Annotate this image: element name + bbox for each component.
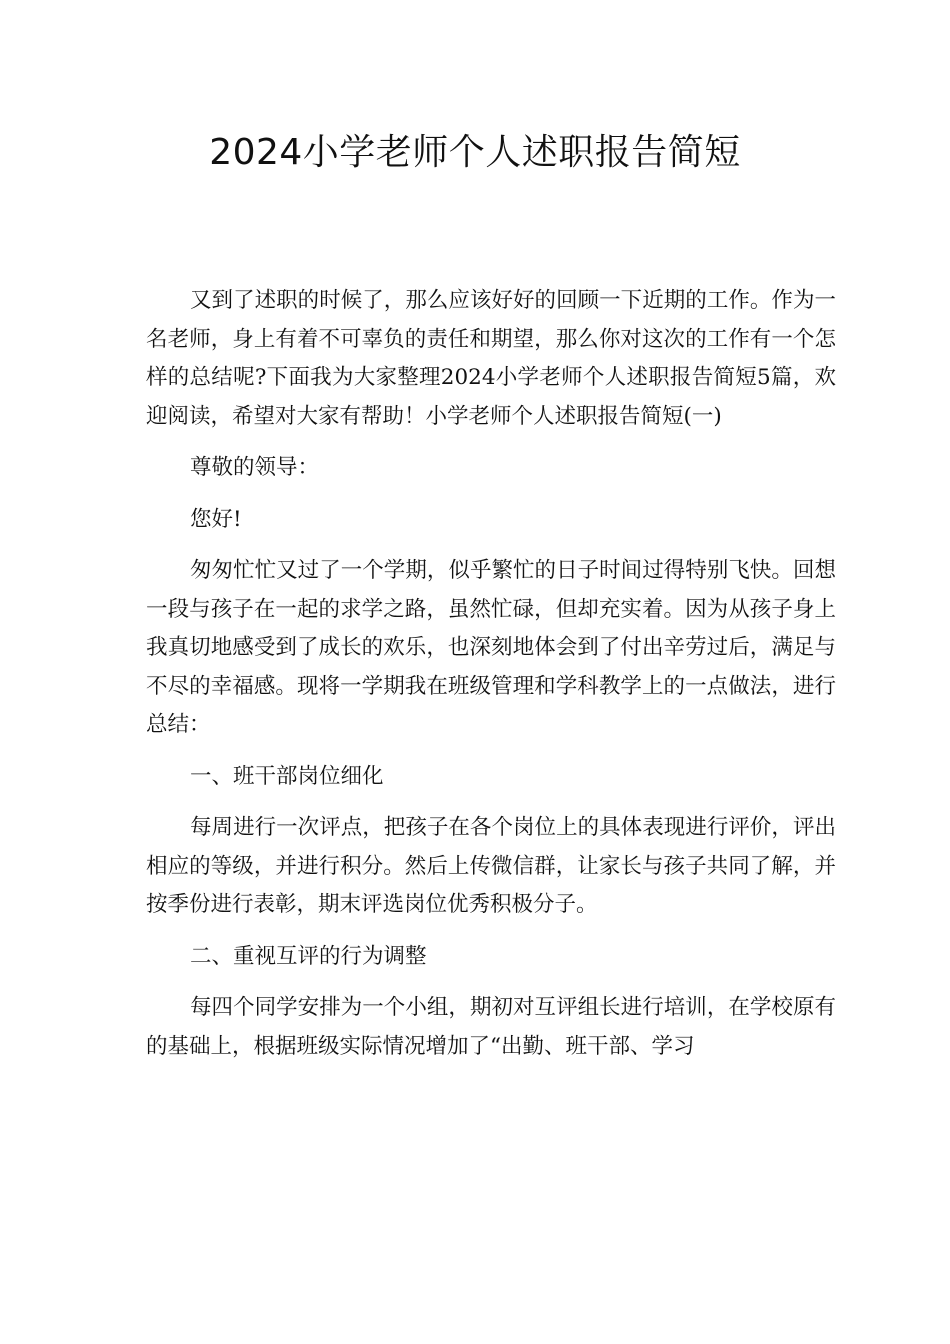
paragraph-salutation: 尊敬的领导： [190,455,320,480]
paragraph-section-2: 每四个同学安排为一个小组，期初对互评组长进行培训，在学校原有的基础上，根据班级实际情况增加了“出勤、班干部、学习 [146,995,836,1059]
paragraph-intro: 又到了述职的时候了，那么应该好好的回顾一下近期的工作。作为一名老师，身上有着不可辜负的责任和期望，那么你对这次的工作有一个怎样的总结呢?下面我为大家整理2024小学老师个人述职报告简短5篇，欢迎阅读，希望对大家有帮助！小学老师个人述职报告简短(一) [146,288,836,429]
paragraph-summary: 匆匆忙忙又过了一个学期，似乎繁忙的日子时间过得特别飞快。回想一段与孩子在一起的求学之路，虽然忙碌，但却充实着。因为从孩子身上我真切地感受到了成长的欢乐，也深刻地体会到了付出辛劳过后，满足与不尽的幸福感。现将一学期我在班级管理和学科教学上的一点做法，进行总结： [146,558,836,737]
document-title: 2024小学老师个人述职报告简短 [209,132,741,173]
section-heading-1: 一、班干部岗位细化 [190,763,384,789]
document-body [146,282,836,1079]
section-heading-2: 二、重视互评的行为调整 [190,943,427,969]
paragraph-greeting: 您好! [190,506,242,532]
paragraph-section-1: 每周进行一次评点，把孩子在各个岗位上的具体表现进行评价，评出相应的等级，并进行积分。然后上传微信群，让家长与孩子共同了解，并按季份进行表彰，期末评选岗位优秀积极分子。 [146,815,836,917]
